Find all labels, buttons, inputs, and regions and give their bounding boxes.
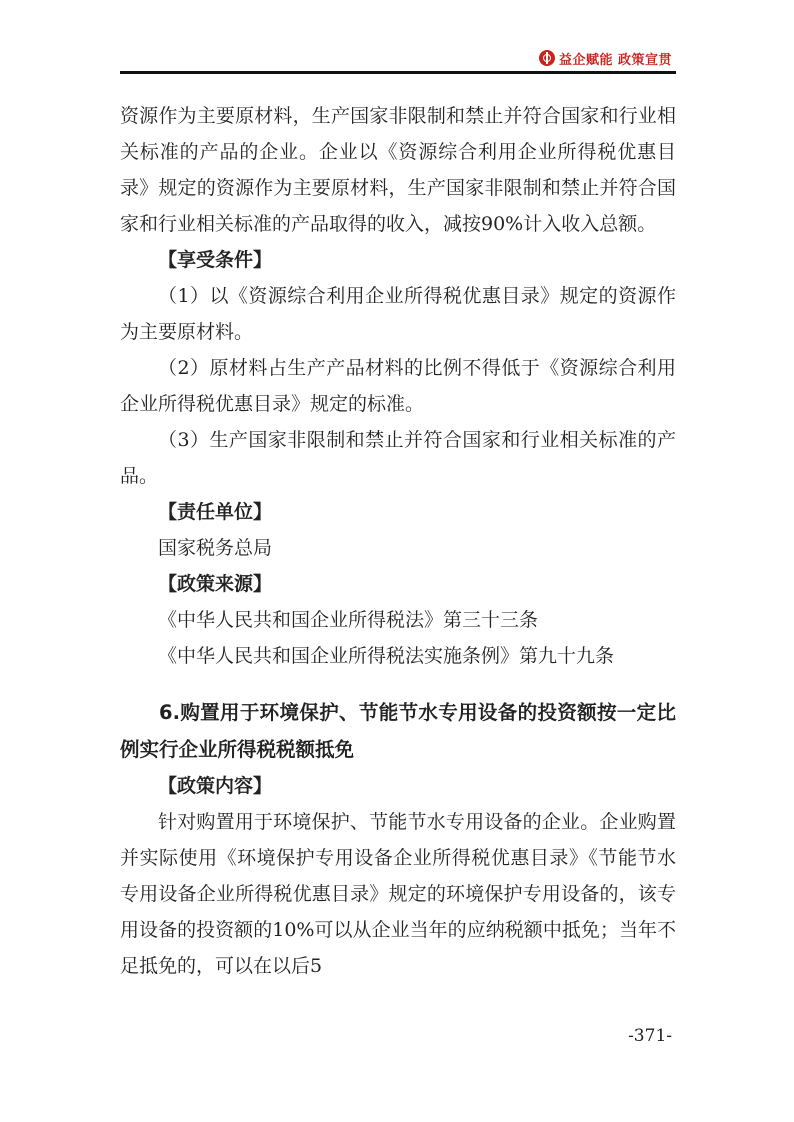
page-header — [120, 48, 674, 72]
header-rule — [120, 71, 676, 74]
page-number: -371- — [628, 1026, 672, 1046]
document-body — [120, 98, 676, 984]
heading-responsible: 【责任单位】 — [158, 501, 273, 523]
responsible-unit: 国家税务总局 — [158, 537, 273, 559]
heading-policy-content: 【政策内容】 — [158, 775, 273, 797]
section-6-title: 6.购置用于环境保护、节能节水专用设备的投资额按一定比例实行企业所得税税额抵免 — [120, 701, 676, 761]
source-2: 《中华人民共和国企业所得税法实施条例》第九十九条 — [158, 645, 615, 667]
condition-2: （2）原材料占生产产品材料的比例不得低于《资源综合利用企业所得税优惠目录》规定的标准。 — [120, 357, 676, 415]
source-1: 《中华人民共和国企业所得税法》第三十三条 — [158, 609, 539, 631]
condition-1: （1）以《资源综合利用企业所得税优惠目录》规定的资源作为主要原材料。 — [120, 285, 676, 343]
condition-3: （3）生产国家非限制和禁止并符合国家和行业相关标准的产品。 — [120, 429, 676, 487]
brand-logo-icon — [539, 50, 555, 66]
brand-mark — [539, 48, 672, 68]
brand-text: 益企赋能 政策宣贯 — [558, 52, 672, 68]
heading-conditions: 【享受条件】 — [158, 249, 273, 271]
heading-source: 【政策来源】 — [158, 573, 273, 595]
paragraph-intro: 资源作为主要原材料，生产国家非限制和禁止并符合国家和行业相关标准的产品的企业。企业以《资源综合利用企业所得税优惠目录》规定的资源作为主要原材料，生产国家非限制和禁止并符合国家和行业相关标准的产品取得的收入，减按90%计入收入总额。 — [120, 105, 676, 235]
policy-content-paragraph: 针对购置用于环境保护、节能节水专用设备的企业。企业购置并实际使用《环境保护专用设备企业所得税优惠目录》《节能节水专用设备企业所得税优惠目录》规定的环境保护专用设备的，该专用设备的投资额的10%可以从企业当年的应纳税额中抵免；当年不足抵免的，可以在以后5 — [120, 811, 676, 977]
